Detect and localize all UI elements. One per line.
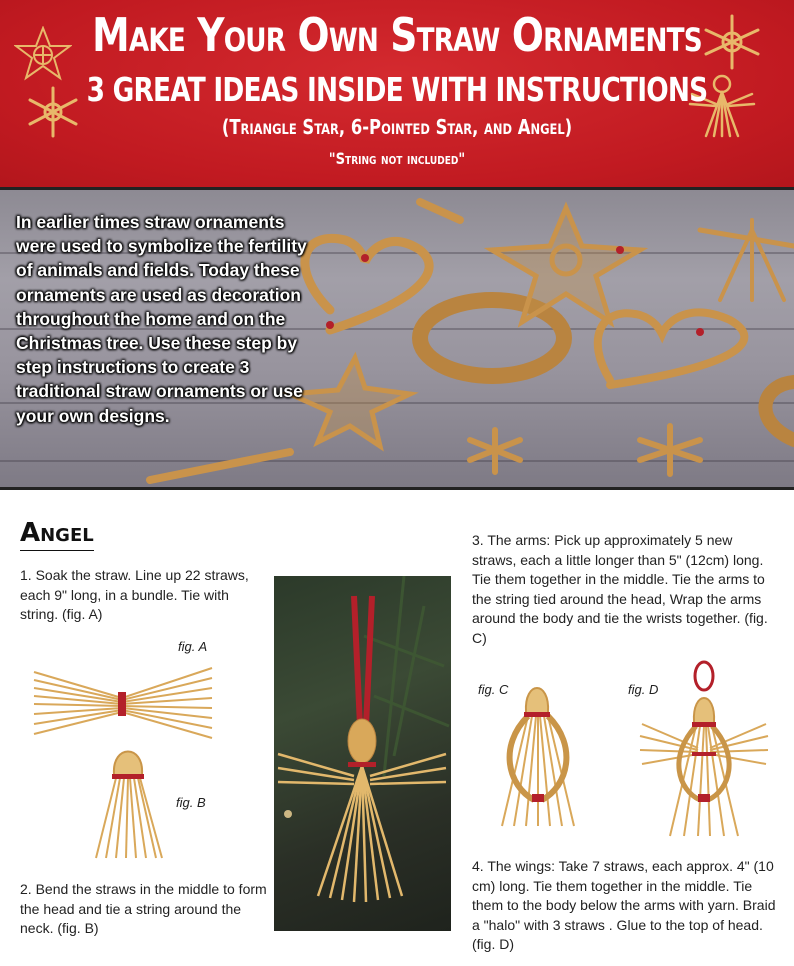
fig-b-illustration <box>92 734 164 862</box>
intro-text: In earlier times straw ornaments were used to symbolize the fertility of animals and fields. Today these ornaments are used as decoration throughout the home and on the Christmas tree. Use these step by step instructions to create 3 traditional straw ornaments or use your own designs. <box>16 212 307 426</box>
page-subtitle: 3 GREAT IDEAS INSIDE WITH INSTRUCTIONS <box>86 70 708 109</box>
fig-c-label: fig. C <box>478 682 509 697</box>
fig-c-illustration <box>488 676 588 828</box>
angel-ornament-illustration <box>274 576 451 931</box>
fig-b-label: fig. B <box>176 795 206 810</box>
step-1: 1. Soak the straw. Line up 22 straws, each 9" long, in a bundle. Tie with string. (fig. A) <box>20 567 249 622</box>
fig-a-label: fig. A <box>178 639 208 654</box>
star-ornament-icon <box>14 26 72 84</box>
section-title-angel: Angel <box>20 518 94 551</box>
step-3: 3. The arms: Pick up approximately 5 new straws, each a little longer than 5" (12cm) long. Tie them together in the middle. Tie the arms to the string tied around the head, Wrap the arms around the body and tie the wrists together. (fig. C) <box>472 532 768 646</box>
ornament-types: (Triangle Star, 6-Pointed Star, and Angel) <box>221 115 573 139</box>
fig-d-label: fig. D <box>628 682 659 697</box>
header-banner <box>0 0 794 190</box>
ornaments-photo <box>0 190 794 490</box>
page-title: Make Your Own Straw Ornaments <box>92 8 702 62</box>
string-note: "String not included" <box>328 149 466 168</box>
angel-ornament-photo <box>274 576 451 931</box>
fig-d-illustration <box>638 660 770 840</box>
step-2: 2. Bend the straws in the middle to form the head and tie a string around the neck. (fig. B) <box>20 881 267 936</box>
step-4: 4. The wings: Take 7 straws, each approx. 4" (10 cm) long. Tie them together in the middle. Tie them to the body below the arms with yarn. Braid a "halo" with 3 straws . Glue to the top of head. (fig. D) <box>472 858 776 952</box>
